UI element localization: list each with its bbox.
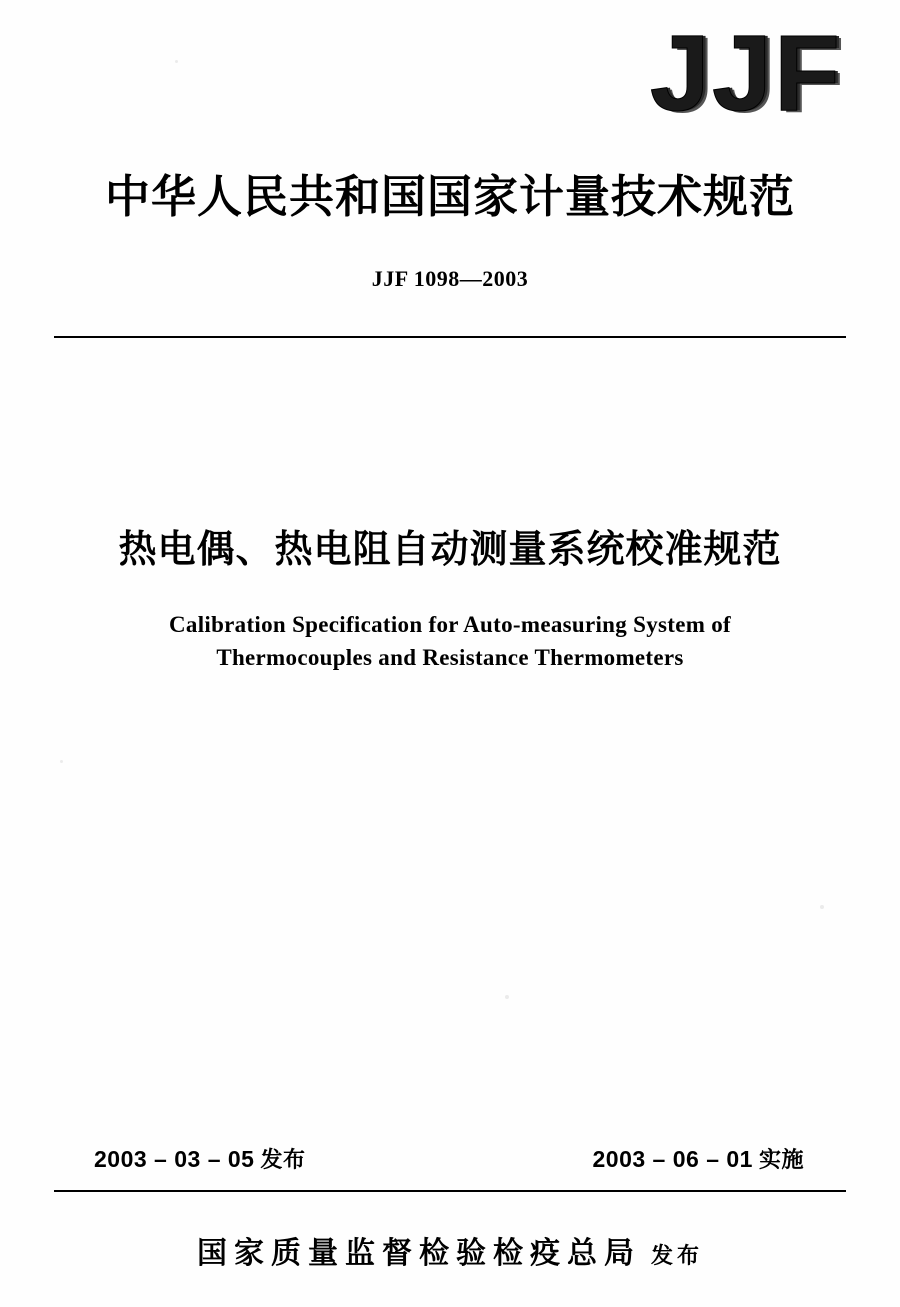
national-standard-title: 中华人民共和国国家计量技术规范 [104, 170, 795, 223]
issue-date-label: 发布 [260, 1148, 306, 1173]
specification-title-english [0, 608, 900, 674]
scan-speckle [175, 60, 178, 63]
effective-date-label: 实施 [758, 1148, 804, 1173]
scan-speckle [820, 905, 824, 909]
jjf-logo-text: JJF [542, 18, 842, 128]
effective-date-value: 2003 – 06 – 01 [592, 1146, 753, 1172]
issuing-authority-verb: 发布 [650, 1244, 703, 1269]
specification-title-english-line1: Calibration Specification for Auto-measuring System of [168, 612, 731, 637]
specification-title-english-line2: Thermocouples and Resistance Thermometers [216, 645, 684, 670]
scan-speckle [505, 995, 509, 999]
specification-title-chinese: 热电偶、热电阻自动测量系统校准规范 [118, 527, 782, 571]
issuing-authority [0, 1228, 900, 1272]
document-code: JJF 1098—2003 [371, 266, 529, 291]
divider-top [54, 336, 846, 338]
scan-speckle [60, 760, 63, 763]
issuing-authority-name: 国家质量监督检验检疫总局 [196, 1236, 641, 1271]
dates-row [54, 1143, 846, 1174]
issue-date [54, 1143, 306, 1174]
jjf-logo [542, 12, 842, 136]
issue-date-value: 2003 – 03 – 05 [94, 1146, 255, 1172]
divider-bottom [54, 1190, 846, 1192]
effective-date [593, 1143, 847, 1174]
